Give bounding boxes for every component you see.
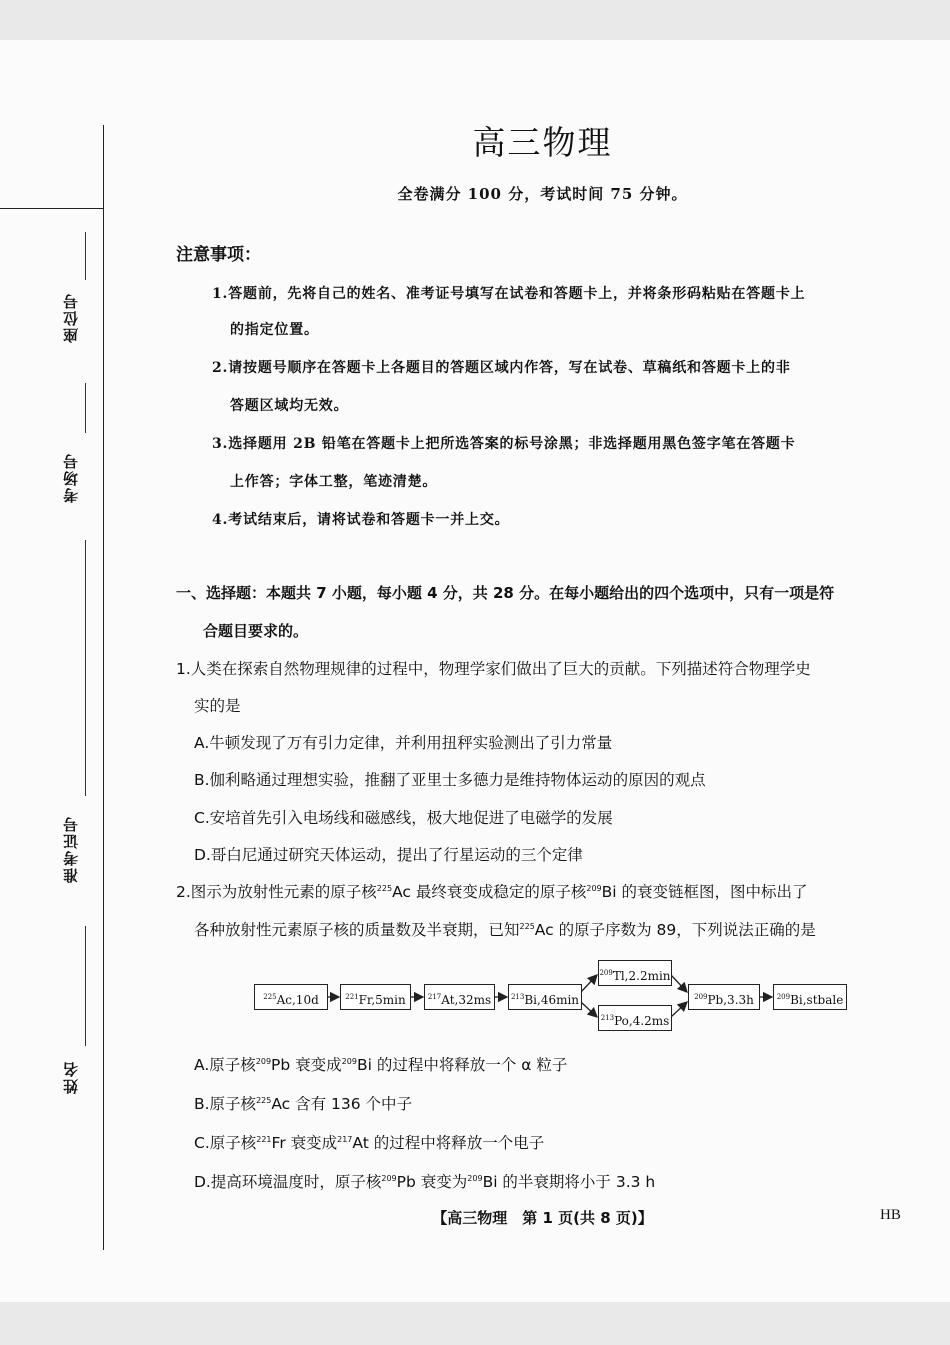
q1-stem-cont: 实的是 [194,697,241,715]
option-text: A.原子核 [194,1056,256,1074]
q2-stem-part: 各种放射性元素原子核的质量数及半衰期，已知 [194,921,520,939]
chain-box-po [598,1005,672,1031]
arrow-bi-po [581,1002,597,1017]
option-text: At 的过程中将释放一个电子 [352,1134,545,1152]
nuclide-label: Ac,10d [276,993,319,1007]
exam-id-label: 准考证号 [62,815,80,883]
chain-box-pb [688,984,760,1010]
mass-number: 213 [600,1014,615,1022]
mass-number: 209 [381,1173,397,1183]
chain-box-at [424,984,495,1010]
q2-option-d [194,1170,655,1192]
seat-label: 座位号 [62,292,80,343]
q2-option-b [194,1092,412,1114]
mass-number: 217 [337,1134,353,1144]
notice-item-2: 2.请按题号顺序在答题卡上各题目的答题区域内作答，写在试卷、草稿纸和答题卡上的非 [212,360,791,376]
notice-item-4: 4.考试结束后，请将试卷和答题卡一并上交。 [212,512,510,528]
arrow-tl-pb [671,975,687,992]
q2-stem-part: Ac 最终衰变成稳定的原子核 [392,883,587,901]
mass-number: 217 [427,993,442,1001]
q1-option-a: A.牛顿发现了万有引力定律，并利用扭秤实验测出了引力常量 [194,734,613,752]
nuclide-label: Fr,5min [358,993,406,1007]
chain-box-bi209 [773,984,847,1010]
nuclide-label: At,32ms [441,993,492,1007]
footer-code: HB [880,1207,901,1223]
arrow-bi-tl [581,975,597,992]
mass-number: 225 [263,993,277,1001]
q1-stem: 1.人类在探索自然物理规律的过程中，物理学家们做出了巨大的贡献。下列描述符合物理学史 [176,660,811,678]
nuclide-label: Po,4.2ms [614,1014,670,1028]
chain-box-tl [598,960,672,986]
q2-option-a [194,1053,567,1075]
nuclide-label: Bi,stbale [790,993,844,1007]
mass-number: 225 [256,1095,272,1105]
mass-number: 221 [345,993,359,1001]
nuclide-label: Bi,46min [524,993,580,1007]
chain-box-fr [340,984,411,1010]
option-text: Bi 的过程中将释放一个 α 粒子 [356,1056,568,1074]
notice-heading: 注意事项： [176,245,261,265]
notice-item-2-cont: 答题区域均无效。 [230,398,349,414]
mass-number: 209 [776,993,791,1001]
option-text: C.原子核 [194,1134,257,1152]
notice-item-1: 1.答题前，先将自己的姓名、准考证号填写在试卷和答题卡上，并将条形码粘贴在答题卡上 [212,286,806,302]
q1-option-d: D.哥白尼通过研究天体运动，提出了行星运动的三个定律 [194,846,583,864]
nuclide-label: Tl,2.2min [612,969,671,983]
mass-number: 225 [376,883,393,893]
chain-box-bi213 [508,984,582,1010]
option-text: Fr 衰变成 [271,1134,338,1152]
mass-number: 209 [255,1056,272,1066]
exam-room-label: 考场号 [62,452,80,503]
q2-stem-part: 2.图示为放射性元素的原子核 [176,883,377,901]
mass-number: 209 [467,1173,483,1183]
q2-option-c [194,1131,544,1153]
exam-info: 全卷满分 100 分，考试时间 75 分钟。 [397,185,688,203]
name-label: 姓名 [62,1060,80,1094]
mass-number: 209 [599,969,613,977]
page-footer: 【高三物理 第 1 页(共 8 页)】 [432,1209,653,1227]
section-heading-cont: 合题目要求的。 [203,622,309,640]
option-text: Bi 的半衰期将小于 3.3 h [482,1173,656,1191]
q2-stem-part: Ac 的原子序数为 89，下列说法正确的是 [534,921,816,939]
page-title: 高三物理 [472,123,613,162]
option-text: Pb 衰变成 [271,1056,342,1074]
mass-number: 221 [256,1134,272,1144]
arrow-po-pb [671,1002,687,1017]
option-text: Pb 衰变为 [396,1173,468,1191]
mass-number: 209 [341,1056,357,1066]
notice-item-3: 3.选择题用 2B 铅笔在答题卡上把所选答案的标号涂黑；非选择题用黑色签字笔在答题卡 [212,436,796,452]
notice-item-3-cont: 上作答；字体工整，笔迹清楚。 [230,474,438,490]
q1-option-c: C.安培首先引入电场线和磁感线，极大地促进了电磁学的发展 [194,809,613,827]
chain-box-ac [254,984,328,1010]
section-heading: 一、选择题：本题共 7 小题，每小题 4 分，共 28 分。在每小题给出的四个选项中，只有一项是符 [176,584,835,602]
mass-number: 225 [519,921,535,931]
option-text: D.提高环境温度时，原子核 [194,1173,382,1191]
q1-option-b: B.伽利略通过理想实验，推翻了亚里士多德力是维持物体运动的原因的观点 [194,771,706,789]
option-text: B.原子核 [194,1095,257,1113]
mass-number: 209 [586,883,602,893]
nuclide-label: Pb,3.3h [707,993,754,1007]
notice-item-1-cont: 的指定位置。 [230,322,319,338]
q2-stem-part: Bi 的衰变链框图，图中标出了 [601,883,808,901]
mass-number: 213 [510,993,525,1001]
mass-number: 209 [694,993,708,1001]
option-text: Ac 含有 136 个中子 [271,1095,413,1113]
